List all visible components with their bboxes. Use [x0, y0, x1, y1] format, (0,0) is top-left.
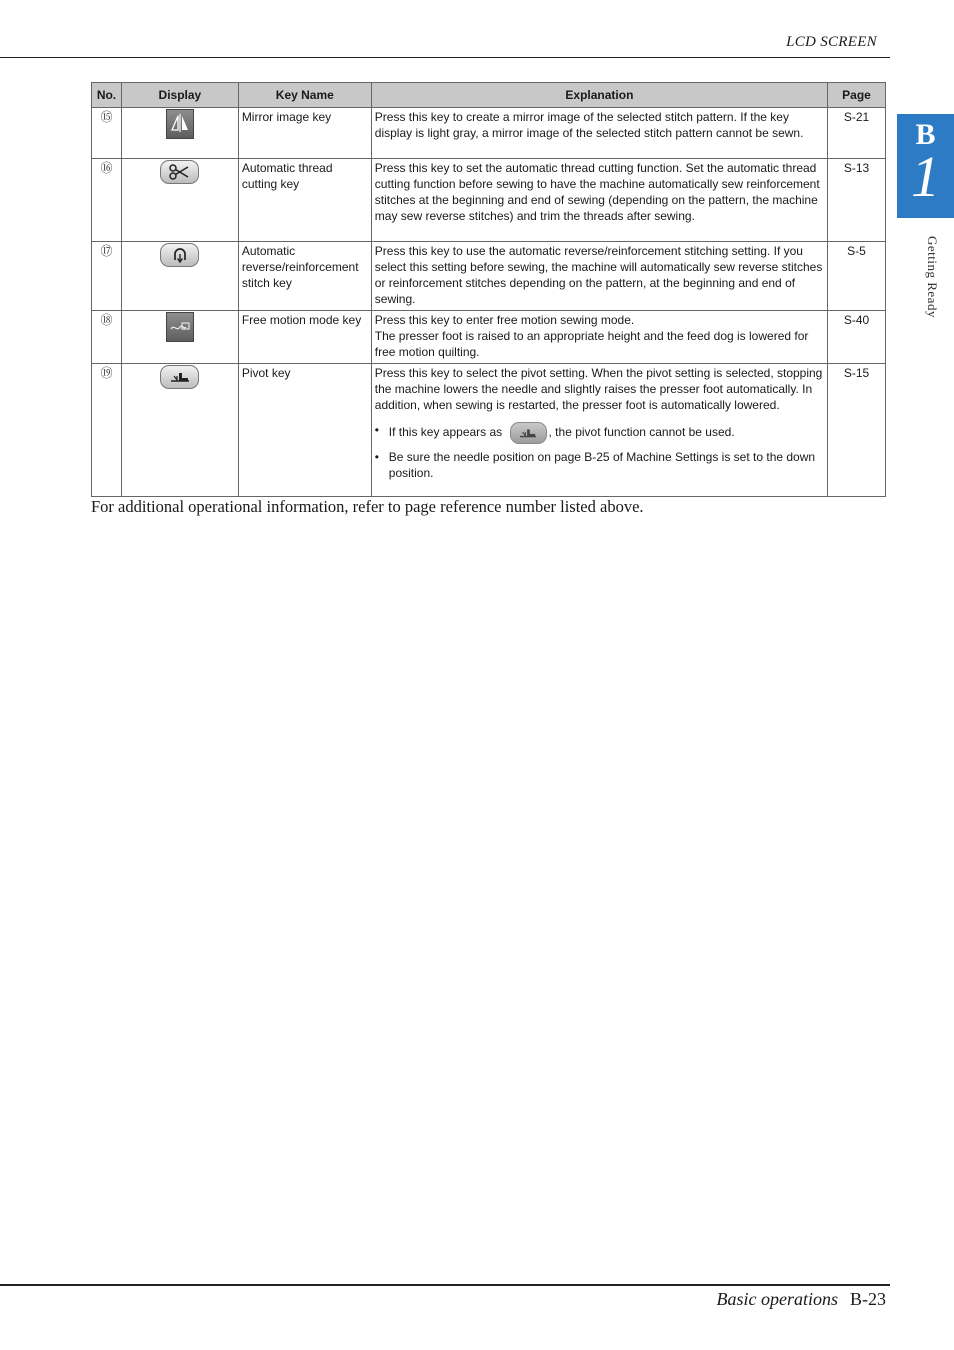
display-cell	[121, 242, 238, 311]
header-explanation: Explanation	[371, 83, 827, 108]
explanation-line: The presser foot is raised to an appropriate height and the feed dog is lowered for free motion quilting.	[374, 329, 809, 359]
row-number: ⑯	[92, 159, 122, 242]
header-display: Display	[121, 83, 238, 108]
footer-rule	[0, 1284, 890, 1286]
note-bullet	[375, 422, 824, 444]
page-ref: S-40	[828, 311, 886, 364]
display-cell	[121, 108, 238, 159]
chapter-tab	[897, 114, 954, 218]
section-side-label: Getting Ready	[925, 236, 940, 318]
page-ref: S-21	[828, 108, 886, 159]
header-no: No.	[92, 83, 122, 108]
header-rule	[0, 57, 890, 58]
header-key-name: Key Name	[238, 83, 371, 108]
pivot-icon	[160, 365, 199, 389]
pivot-disabled-icon	[510, 422, 547, 444]
page-ref: S-15	[828, 364, 886, 497]
scissors-icon	[160, 160, 199, 184]
key-name: Automatic reverse/reinforcement stitch key	[238, 242, 371, 311]
key-name: Pivot key	[238, 364, 371, 497]
explanation	[371, 364, 827, 497]
chapter-number: 1	[911, 144, 940, 209]
explanation: Press this key to create a mirror image of the selected stitch pattern. If the key display is light gray, a mirror image of the selected stitch pattern cannot be sewn.	[371, 108, 827, 159]
table-row	[92, 311, 886, 364]
keys-table	[91, 82, 886, 497]
table-row	[92, 108, 886, 159]
row-number: ⑱	[92, 311, 122, 364]
page-footer	[717, 1289, 887, 1310]
key-name: Automatic thread cutting key	[238, 159, 371, 242]
free-motion-icon	[166, 312, 194, 342]
row-number: ⑰	[92, 242, 122, 311]
display-cell	[121, 364, 238, 497]
table-row	[92, 242, 886, 311]
row-number: ⑲	[92, 364, 122, 497]
explanation-line: Press this key to enter free motion sewing mode.	[374, 313, 635, 327]
explanation: Press this key to use the automatic reverse/reinforcement stitching setting. If you select this setting before sewing, the machine will automatically sew reverse stitches or reinforcement stitches depending on the pattern, at the beginning and end of sewing.	[371, 242, 827, 311]
header-page: Page	[828, 83, 886, 108]
explanation: Press this key to set the automatic thread cutting function. Set the automatic thread cutting function before sewing to have the machine automatically sew reinforcement stitches at the beginning and end of sewing (depending on the pattern, the machine may sew reverse stitches) and trim the threads after sewing.	[371, 159, 827, 242]
explanation	[371, 311, 827, 364]
bullet-text-after: , the pivot function cannot be used.	[548, 425, 735, 440]
display-cell	[121, 159, 238, 242]
explanation-text: Press this key to select the pivot setting. When the pivot setting is selected, stopping the machine lowers the needle and slightly raises the presser foot automatically. In addition, when sewing is restarted, the presser foot is automatically lowered.	[374, 366, 823, 412]
display-cell	[121, 311, 238, 364]
bullet-text-before: If this key appears as	[388, 425, 503, 440]
row-number: ⑮	[92, 108, 122, 159]
footer-section: Basic operations	[716, 1289, 838, 1309]
key-name: Mirror image key	[238, 108, 371, 159]
running-header: LCD SCREEN	[786, 34, 877, 50]
key-name: Free motion mode key	[238, 311, 371, 364]
page-ref: S-5	[828, 242, 886, 311]
footnote: For additional operational information, refer to page reference number listed above.	[91, 497, 644, 516]
table-row	[92, 159, 886, 242]
table-header-row	[92, 83, 886, 108]
reverse-stitch-icon	[160, 243, 199, 267]
chapter-letter: B	[915, 118, 936, 151]
note-bullet: • Be sure the needle position on page B-25 of Machine Settings is set to the down position.	[375, 449, 824, 481]
table-row	[92, 364, 886, 497]
page-ref: S-13	[828, 159, 886, 242]
page-number: B-23	[850, 1289, 886, 1309]
mirror-image-icon	[166, 109, 194, 139]
